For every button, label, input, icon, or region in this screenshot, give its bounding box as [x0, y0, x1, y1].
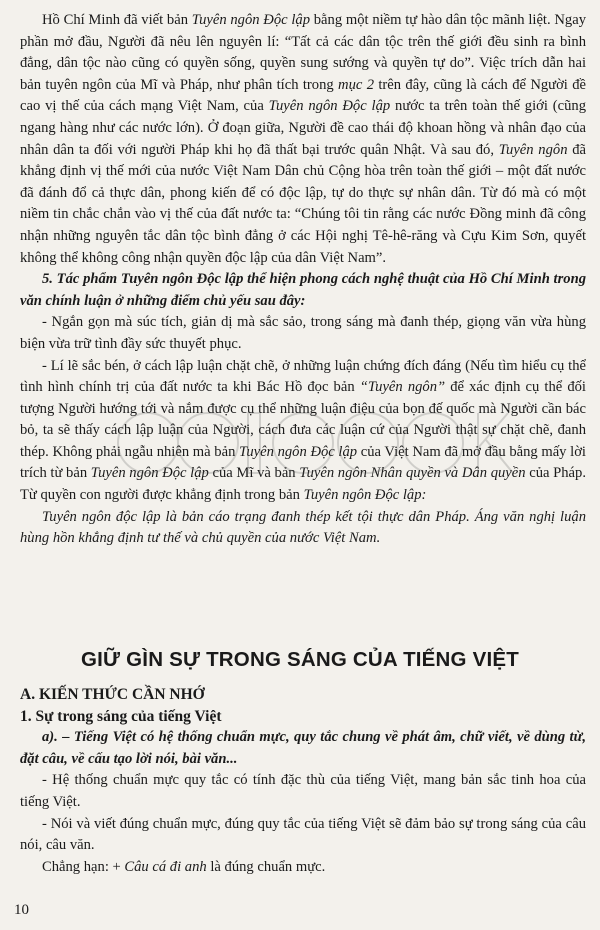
section-a-heading: A. KIẾN THỨC CẦN NHỚ: [20, 686, 205, 703]
point-a: a). – Tiếng Việt có hệ thống chuẩn mực, quy tắc chung về phát âm, chữ viết, về dùng từ, đặt câu, về cấu tạo lời nói, bài văn...: [20, 729, 586, 767]
bullet-1: - Ngắn gọn mà súc tích, giản dị mà sắc sảo, trong sáng mà đanh thép, giọng văn vừa hùng biện vừa trữ tình đầy sức thuyết phục.: [20, 314, 586, 352]
main-text-block: [20, 10, 586, 550]
section-a-block: [20, 684, 586, 878]
point-a-bullet-2: - Nói và viết đúng chuẩn mực, đúng quy tắc của tiếng Việt sẽ đảm bảo sự trong sáng của câu nói, câu văn.: [20, 815, 586, 854]
paragraph-1: Hồ Chí Minh đã viết bản Tuyên ngôn Độc lập bằng một niềm tự hào dân tộc mãnh liệt. Ngay phần mở đầu, Người đã nêu lên nguyên lí: “Tất cả các dân tộc trên thế giới đều sinh ra bình đẳng, dân tộc nào cũng có quyền sống, quyền sung sướng và quyền tự do”. Việc trích dẫn hai bản tuyên ngôn của Mĩ và Pháp, như phân tích trong mục 2 trên đây, cũng là cách để Người đề cao vị thế của cách mạng Việt Nam, của Tuyên ngôn Độc lập nước ta trên toàn thế giới (cũng ngang hàng như các nước lớn). Ở đoạn giữa, Người đề cao thái độ khoan hồng và nhân đạo của nhân dân ta đối với người Pháp khi họ đã thất bại trước quân Nhật. Và sau đó, Tuyên ngôn đã khẳng định vị thế mới của nước Việt Nam Dân chủ Cộng hòa trên toàn thế giới – một đất nước đã đánh đổ cả thực dân, phong kiến để có độc lập, tự do thực sự nhân dân. Từ đó mà có một niềm tin chắc chắn vào vị thế của đất nước ta: “Chúng tôi tin rằng các nước Đồng minh đã công nhận những nguyên tắc dân tộc bình đẳng ở các Hội nghị Tê-hê-răng và Cựu Kim Sơn, quyết không thể không công nhận quyền độc lập của dân Việt Nam”.: [20, 12, 586, 266]
chapter-title: GIỮ GÌN SỰ TRONG SÁNG CỦA TIẾNG VIỆT: [81, 648, 519, 671]
section-5-heading: 5. Tác phẩm Tuyên ngôn Độc lập thể hiện phong cách nghệ thuật của Hồ Chí Minh trong văn chính luận ở những điểm chủ yếu sau đây:: [20, 271, 586, 309]
page-number: 10: [14, 902, 29, 918]
bullet-2: - Lí lẽ sắc bén, ở cách lập luận chặt chẽ, ở những luận chứng đích đáng (Nếu tìm hiểu cụ thể tình hình chính trị của đất nước ta khi Bác Hồ đọc bản “Tuyên ngôn” để xác định cụ thể đối tượng Người hướng tới và nắm được cụ thể những luận điệu của bọn đế quốc mà Người cần bác bỏ, ta sẽ thấy cách lập luận của Người, cách đưa các luận cứ của Người thật sự chặt chẽ, đanh thép. Không phải ngẫu nhiên mà bản Tuyên ngôn Độc lập của Việt Nam đã mở đầu bằng mấy lời trích từ bản Tuyên ngôn Độc lập của Mĩ và bản Tuyên ngôn Nhân quyền và Dân quyền của Pháp. Từ quyền con người được khẳng định trong bản Tuyên ngôn Độc lập:: [20, 357, 586, 504]
example-line: Chẳng hạn: + Câu cá đi anh là đúng chuẩn mực.: [42, 858, 326, 875]
quote-paragraph: Tuyên ngôn độc lập là bản cáo trạng đanh thép kết tội thực dân Pháp. Áng văn nghị luận hùng hồn khẳng định tư thế và chủ quyền của nước Việt Nam.: [20, 508, 586, 547]
point-a-bullet-1: - Hệ thống chuẩn mực quy tắc có tính đặc thù của tiếng Việt, mang bản sắc tinh hoa của tiếng Việt.: [20, 772, 586, 810]
subsection-1-heading: 1. Sự trong sáng của tiếng Việt: [20, 707, 222, 725]
